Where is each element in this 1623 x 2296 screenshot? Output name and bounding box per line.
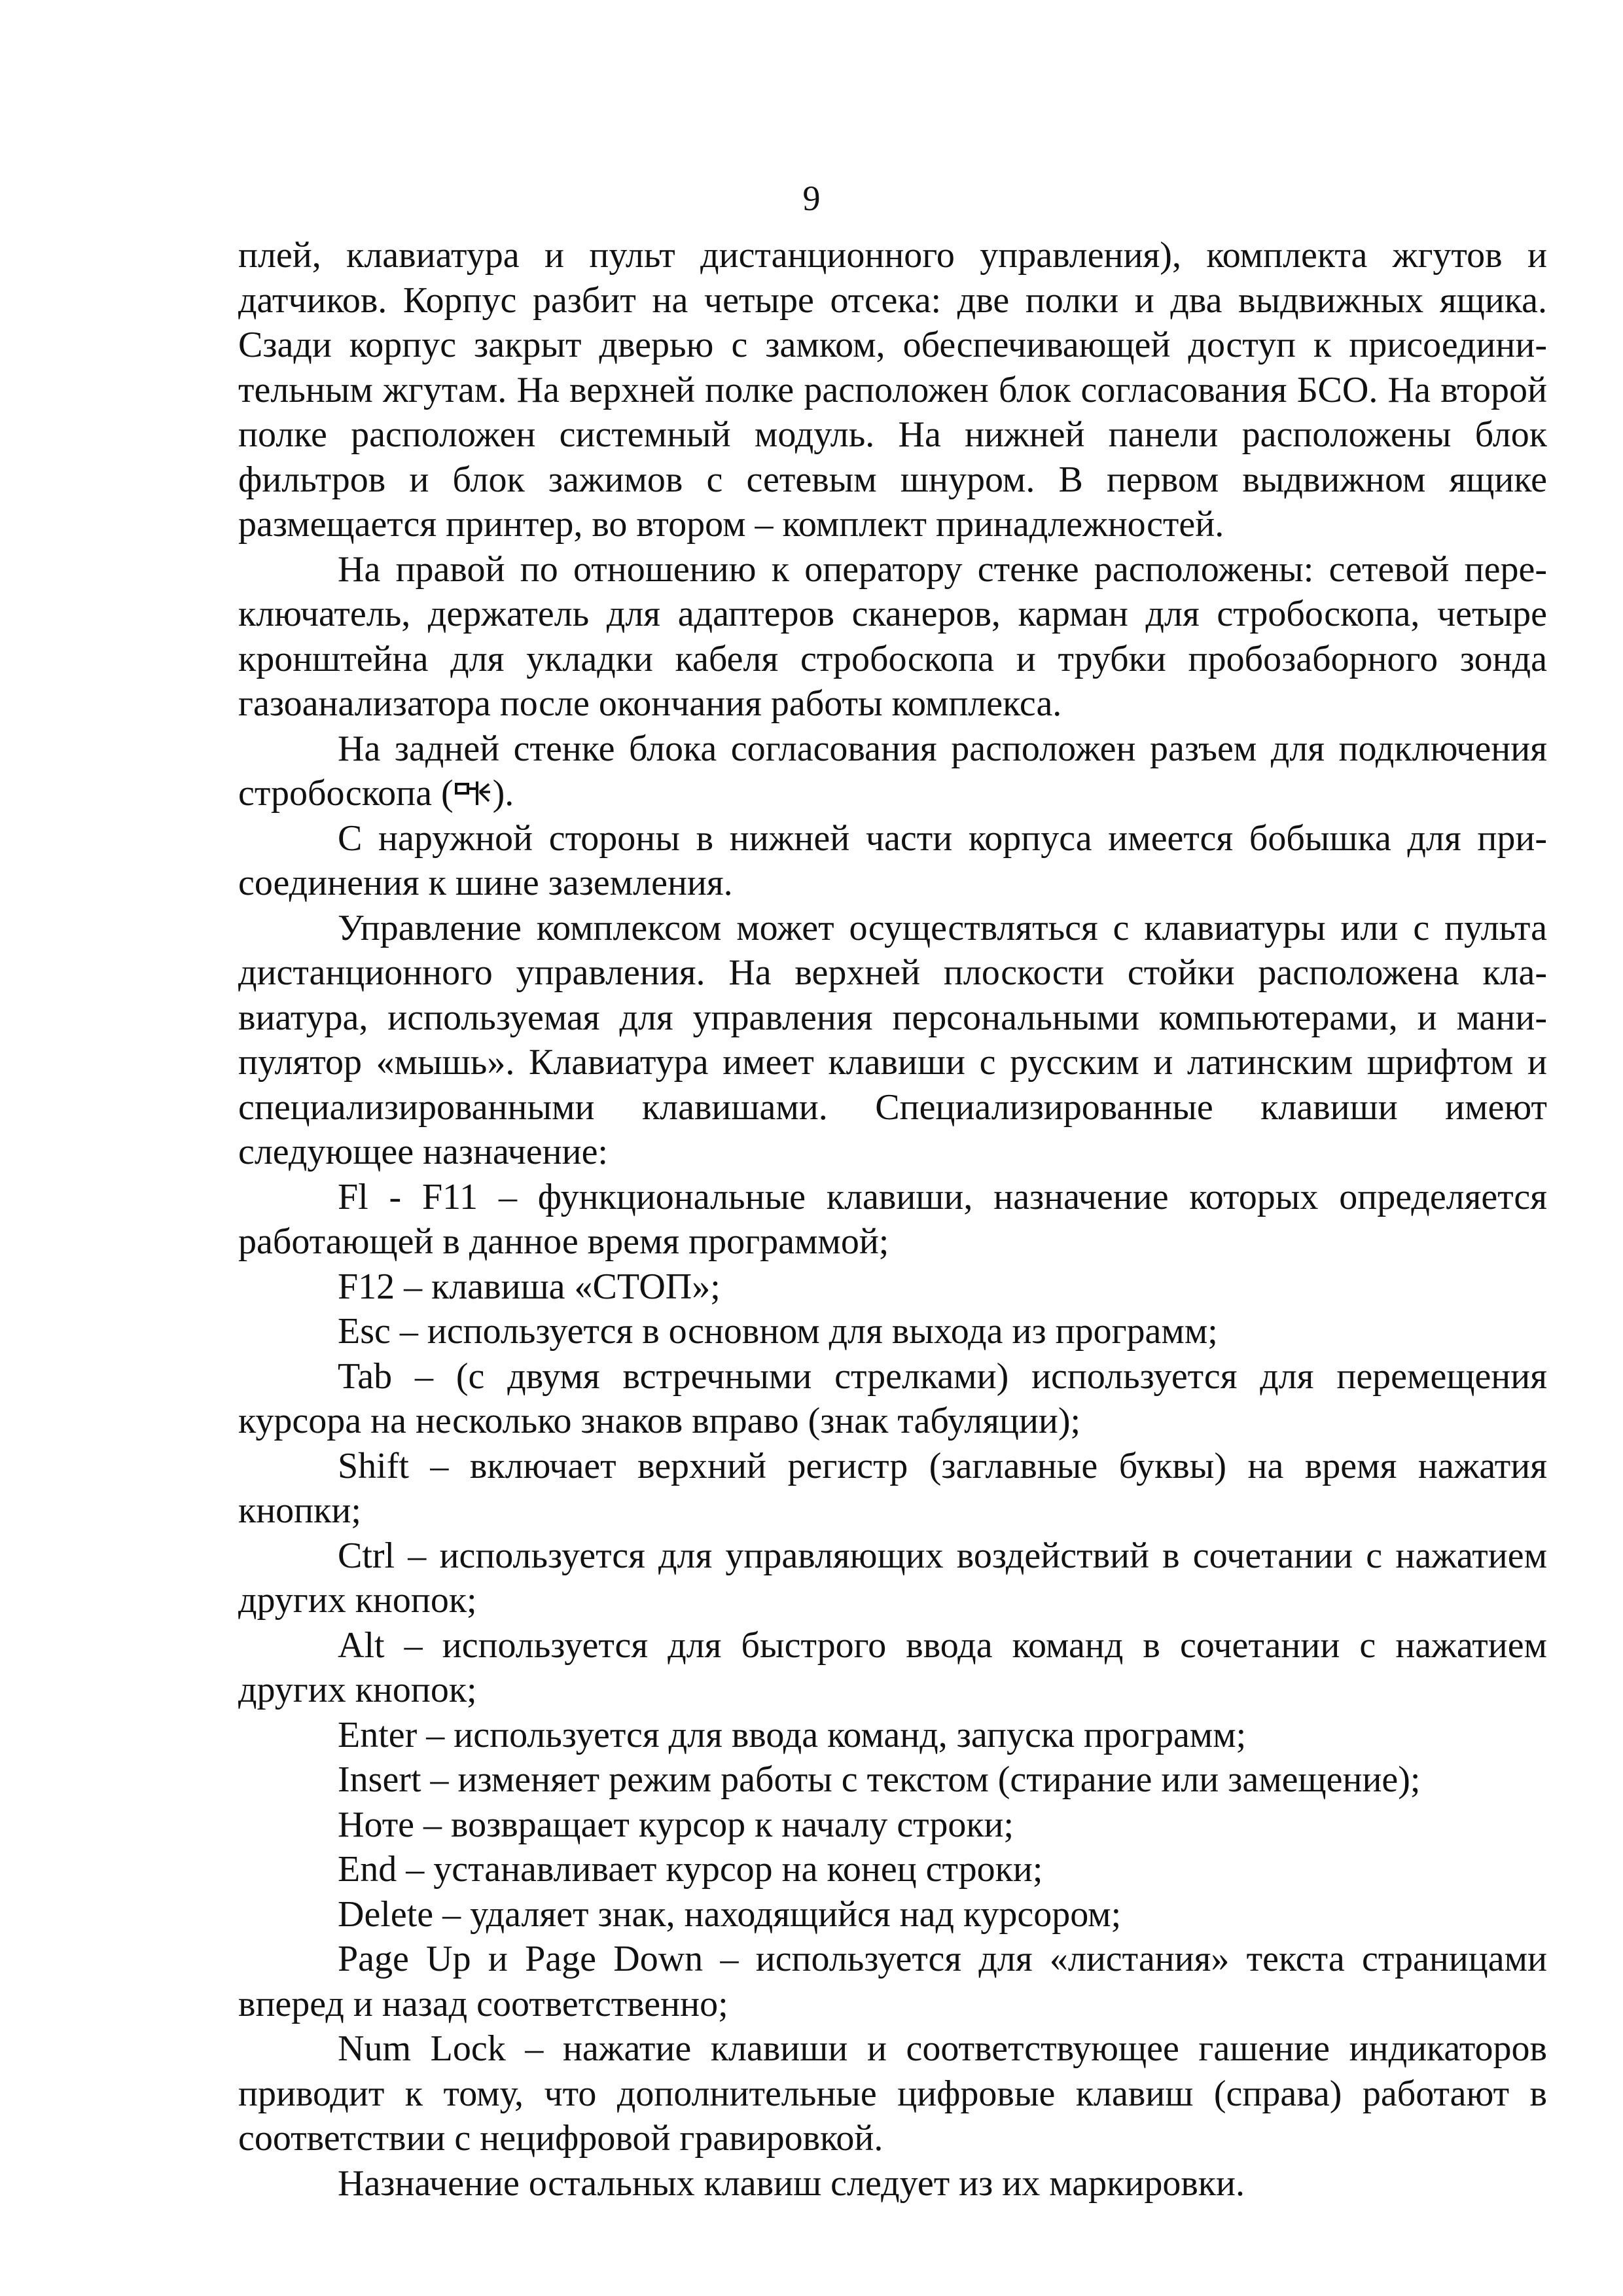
paragraph-key-ctrl: Ctrl – используется для управляющих воздействий в сочетании с нажатием других кнопок; bbox=[238, 1535, 1547, 1621]
paragraph-key-shift: Shift – включает верхний регистр (заглавные буквы) на время нажатия кнопки; bbox=[238, 1445, 1547, 1531]
paragraph-key-esc: Esc – используется в основном для выхода из программ; bbox=[338, 1311, 1218, 1352]
paragraph-key-enter: Enter – используется для ввода команд, запуска программ; bbox=[338, 1714, 1247, 1755]
page-body bbox=[238, 233, 1547, 2206]
paragraph-key-delete: Delete – удаляет знак, находящийся над курсором; bbox=[338, 1893, 1122, 1935]
paragraph-key-f12: F12 – клавиша «СТОП»; bbox=[338, 1266, 721, 1307]
paragraph-cabinet-description: плей, клавиатура и пульт дистанционного управления), комплекта жгутов и датчиков. Корпус разбит на четыре отсека: две полки и два выдвижных ящика. Сзади корпус закрыт дверью с замком, обеспечивающей доступ к присоединительным жгутам. На верхней полке расположен блок согласования БСО. На второй полке расположен системный модуль. На нижней панели расположены блок фильтров и блок зажимов с сетевым шнуром. В первом выдвижном ящике размещается принтер, во втором – комплект принадлежностей. bbox=[238, 235, 1547, 545]
paragraph-key-insert: Insert – изменяет режим работы с текстом (стирание или замещение); bbox=[338, 1759, 1421, 1800]
paragraph-rear-wall-text: На задней стенке блока согласования расположен разъем для подключения стробоскопа ( bbox=[238, 728, 1547, 814]
paragraph-control: Управление комплексом может осуществляться с клавиатуры или с пульта дистанционного управления. На верхней плоскости стойки расположена клавиатура, используемая для управления персональными компьютерами, и манипулятор «мышь». Клавиатура имеет клавиши с русским и латинским шрифтом и специализированными клавишами. Специализированные клавиши имеют следующее назначение: bbox=[238, 907, 1547, 1172]
paragraph-key-page-up-down: Page Up и Page Down – используется для «листания» текста страницами вперед и назад соответственно; bbox=[238, 1939, 1547, 2024]
paragraph-key-num-lock: Num Lock – нажатие клавиши и соответствующее гашение индикаторов приводит к тому, что дополнительные цифровые клавиш (справа) работают в соответствии с нецифровой гравировкой. bbox=[238, 2028, 1547, 2159]
paragraph-rear-wall-end: ). bbox=[492, 773, 514, 814]
paragraph-right-wall: На правой по отношению к оператору стенке расположены: сетевой переключатель, держатель для адаптеров сканеров, карман для стробоскопа, четыре кронштейна для укладки кабеля стробоскопа и трубки пробозаборного зонда газоанализатора после окончания работы комплекса. bbox=[238, 548, 1547, 724]
page-number: 9 bbox=[802, 179, 821, 218]
strobe-connector-icon bbox=[454, 780, 493, 806]
paragraph-key-home: Ноте – возвращает курсор к началу строки; bbox=[338, 1804, 1014, 1845]
paragraph-key-end: End – устанавливает курсор на конец строки; bbox=[338, 1849, 1043, 1890]
paragraph-key-f1-f11: Fl - F11 – функциональные клавиши, назначение которых определяется работающей в данное время программой; bbox=[238, 1176, 1547, 1262]
paragraph-key-alt: Alt – используется для быстрого ввода команд в сочетании с нажатием других кнопок; bbox=[238, 1624, 1547, 1710]
paragraph-key-tab: Tab – (с двумя встречными стрелками) используется для перемещения курсора на несколько знаков вправо (знак табуляции); bbox=[238, 1355, 1547, 1441]
paragraph-other-keys: Назначение остальных клавиш следует из их маркировки. bbox=[338, 2162, 1245, 2204]
paragraph-rear-wall bbox=[238, 726, 1547, 816]
paragraph-grounding: С наружной стороны в нижней части корпуса имеется бобышка для присоединения к шине заземления. bbox=[238, 817, 1547, 903]
